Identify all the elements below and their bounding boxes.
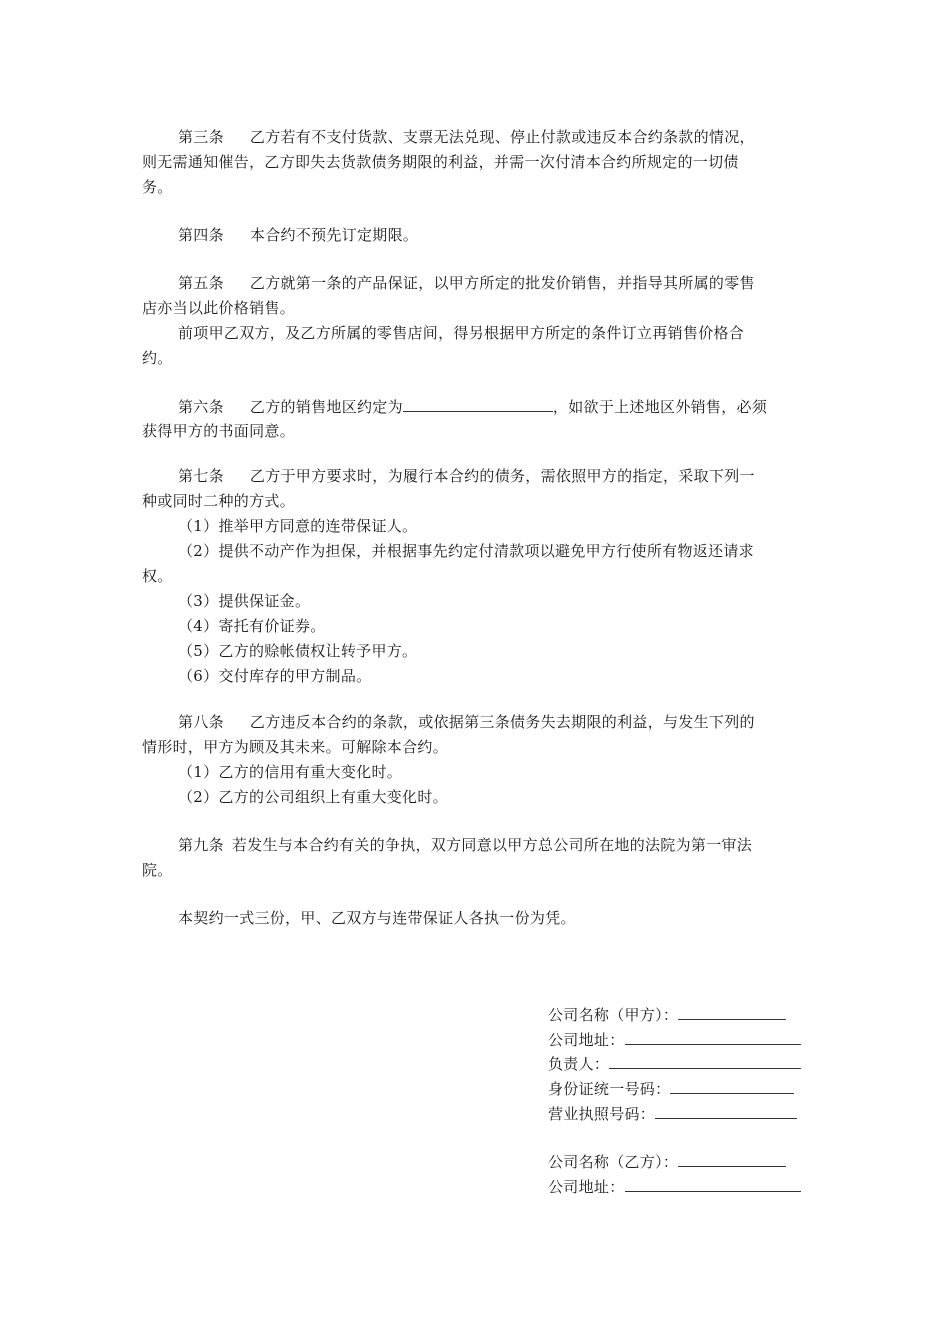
party-a-company-name-label: 公司名称（甲方）：	[548, 1006, 679, 1024]
party-a-license-blank	[655, 1103, 797, 1119]
article5-line3: 前项甲乙双方，及乙方所属的零售店间，得另根据甲方所定的条件订立再销售价格合	[178, 324, 745, 342]
party-a-person-label: 负责人：	[548, 1055, 610, 1073]
party-b-address-label: 公司地址：	[548, 1178, 625, 1196]
article7-item: （1）推举甲方同意的连带保证人。	[178, 517, 418, 535]
article8-line1	[178, 712, 755, 732]
article8-item: （1）乙方的信用有重大变化时。	[178, 763, 403, 781]
article7-item: （2）提供不动产作为担保，并根据事先约定付清款项以避免甲方行使所有物返还请求	[178, 542, 754, 560]
article7-text: 乙方于甲方要求时，为履行本合约的债务，需依照甲方的指定，采取下列一	[249, 467, 755, 485]
party-b-company-name-blank	[678, 1151, 786, 1167]
article6-line1	[178, 396, 767, 416]
party-a-company-name-row	[548, 1004, 786, 1024]
article8-item: （2）乙方的公司组织上有重大变化时。	[178, 788, 448, 806]
article5-text: 乙方就第一条的产品保证，以甲方所定的批发价销售，并指导其所属的零售	[249, 274, 755, 292]
article4-line1	[178, 225, 418, 245]
article3-text: 乙方若有不支付货款、支票无法兑现、停止付款或违反本合约条款的情况，	[249, 128, 755, 146]
article7-item: （4）寄托有价证券。	[178, 617, 326, 635]
party-a-person-row	[548, 1053, 801, 1073]
party-b-company-name-label: 公司名称（乙方）：	[548, 1153, 679, 1171]
party-a-company-name-blank	[678, 1004, 786, 1020]
party-a-license-label: 营业执照号码：	[548, 1105, 656, 1123]
article7-item: （3）提供保证金。	[178, 592, 311, 610]
party-a-address-blank	[625, 1029, 801, 1045]
article6-text-b: ，如欲于上述地区外销售，必须	[552, 398, 768, 416]
article7-line2: 种或同时二种的方式。	[142, 492, 296, 510]
article9-line1	[178, 835, 752, 855]
article5-line1	[178, 273, 755, 293]
party-a-address-row	[548, 1029, 801, 1049]
party-a-id-blank	[670, 1078, 794, 1094]
party-b-address-row	[548, 1176, 801, 1196]
article4-label: 第四条	[178, 226, 224, 244]
article7-item: （5）乙方的赊帐债权让转予甲方。	[178, 642, 418, 660]
article8-label: 第八条	[178, 713, 224, 731]
article8-line2: 情形时，甲方为顾及其未来。可解除本合约。	[142, 738, 449, 756]
article4-text: 本合约不预先订定期限。	[249, 226, 419, 244]
article3-label: 第三条	[178, 128, 224, 146]
party-a-person-blank	[609, 1053, 801, 1069]
closing-statement: 本契约一式三份，甲、乙双方与连带保证人各执一份为凭。	[178, 909, 576, 927]
article7-item: 权。	[142, 567, 173, 585]
party-a-address-label: 公司地址：	[548, 1031, 625, 1049]
article5-line2: 店亦当以此价格销售。	[142, 299, 296, 317]
article7-item: （6）交付库存的甲方制品。	[178, 667, 372, 685]
article9-text: 若发生与本合约有关的争执，双方同意以甲方总公司所在地的法院为第一审法	[231, 836, 753, 854]
article6-text-a: 乙方的销售地区约定为	[249, 398, 403, 416]
article7-line1	[178, 466, 755, 486]
article3-line2: 则无需通知催告，乙方即失去货款债务期限的利益，并需一次付清本合约所规定的一切债	[142, 153, 739, 171]
article6-label: 第六条	[178, 398, 224, 416]
article8-text: 乙方违反本合约的条款，或依据第三条债务失去期限的利益，与发生下列的	[249, 713, 755, 731]
article9-line2: 院。	[142, 861, 173, 879]
article3-line3: 务。	[142, 178, 173, 196]
article7-label: 第七条	[178, 467, 224, 485]
article3-line1	[178, 127, 755, 147]
party-b-address-blank	[625, 1176, 801, 1192]
article5-line4: 约。	[142, 349, 173, 367]
article9-label: 第九条	[178, 836, 224, 854]
article5-label: 第五条	[178, 274, 224, 292]
party-a-id-label: 身份证统一号码：	[548, 1080, 671, 1098]
party-a-license-row	[548, 1103, 797, 1123]
party-a-id-row	[548, 1078, 794, 1098]
sales-region-blank	[403, 396, 553, 412]
party-b-company-name-row	[548, 1151, 786, 1171]
article6-line2: 获得甲方的书面同意。	[142, 422, 296, 440]
